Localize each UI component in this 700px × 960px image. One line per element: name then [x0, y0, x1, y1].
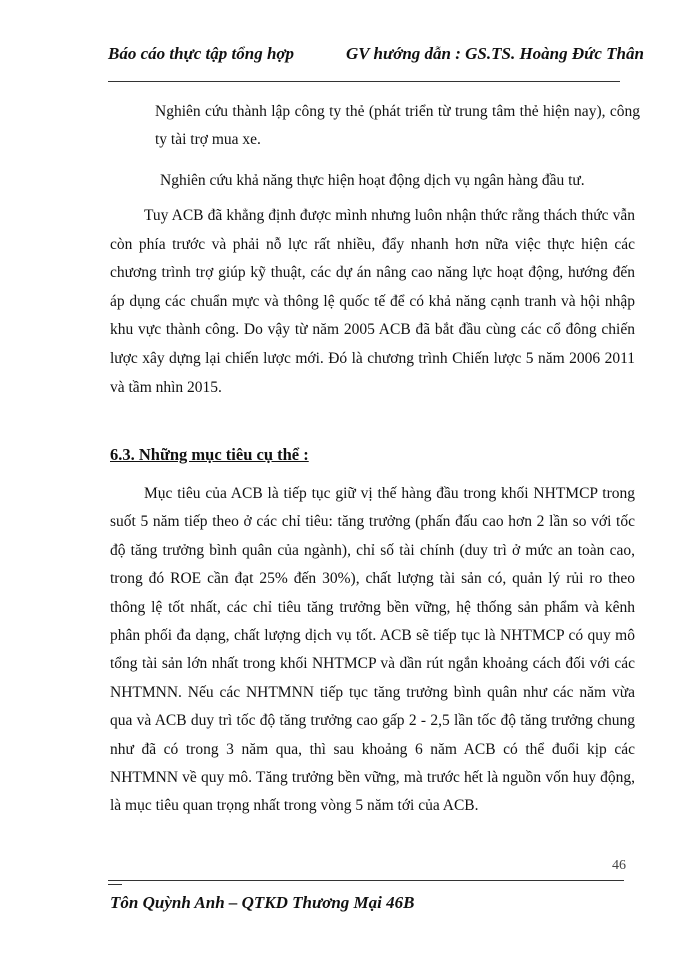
- page-footer-author: Tôn Quỳnh Anh – QTKD Thương Mại 46B: [110, 893, 415, 912]
- page-number: 46: [612, 858, 626, 873]
- footer-mark: [108, 884, 122, 885]
- header-supervisor: GV hướng dẫn : GS.TS. Hoàng Đức Thân: [346, 44, 644, 63]
- section-heading: 6.3. Những mục tiêu cụ thể :: [110, 445, 309, 464]
- header-report-title: Báo cáo thực tập tổng hợp: [108, 44, 295, 63]
- paragraph-strategy: Tuy ACB đã khẳng định được mình nhưng luôn nhận thức rằng thách thức vẫn còn phía trước và phải nỗ lực rất nhiều, đẩy nhanh hơn nữa việc thực hiện các chương trình trợ giúp kỹ thuật, các dự án nâng cao năng lực hoạt động, hướng đến áp dụng các chuẩn mực và thông lệ quốc tế để có khả năng cạnh tranh và hội nhập khu vực thành công. Do vậy từ năm 2005 ACB đã bắt đầu cùng các cổ đông chiến lược xây dựng lại chiến lược mới. Đó là chương trình Chiến lược 5 năm 2006 2011 và tầm nhìn 2015.: [110, 207, 635, 396]
- header-divider: [108, 81, 620, 82]
- footer-divider: [108, 880, 624, 881]
- paragraph-objectives: Mục tiêu của ACB là tiếp tục giữ vị thế hàng đầu trong khối NHTMCP trong suốt 5 năm tiếp theo ở các chỉ tiêu: tăng trưởng (phấn đấu cao hơn 2 lần so với tốc độ tăng trưởng bình quân của ngành), chỉ số tài chính (duy trì ở mức an toàn cao, trong đó ROE cần đạt 25% đến 30%), chất lượng tài sản có, quản lý rủi ro theo thông lệ tốt nhất, các chỉ tiêu tăng trưởng bền vững, hệ thống sản phẩm và kênh phân phối đa dạng, chất lượng dịch vụ tốt. ACB sẽ tiếp tục là NHTMCP có quy mô tổng tài sản lớn nhất trong khối NHTMCP và dần rút ngắn khoảng cách đối với các NHTMNN. Nếu các NHTMNN tiếp tục tăng trưởng bình quân như các năm vừa qua và ACB duy trì tốc độ tăng trưởng cao gấp 2 - 2,5 lần tốc độ tăng trưởng chung như đã có trong 3 năm qua, thì sau khoảng 6 năm ACB có thể đuổi kịp các NHTMNN về quy mô. Tăng trưởng bền vững, mà trước hết là nguồn vốn huy động, là mục tiêu quan trọng nhất trong vòng 5 năm tới của ACB.: [110, 485, 635, 815]
- paragraph-card-company: Nghiên cứu thành lập công ty thẻ (phát triển từ trung tâm thẻ hiện nay), công ty tài trợ mua xe.: [155, 103, 640, 148]
- paragraph-investment-banking: Nghiên cứu khả năng thực hiện hoạt động dịch vụ ngân hàng đầu tư.: [160, 172, 585, 189]
